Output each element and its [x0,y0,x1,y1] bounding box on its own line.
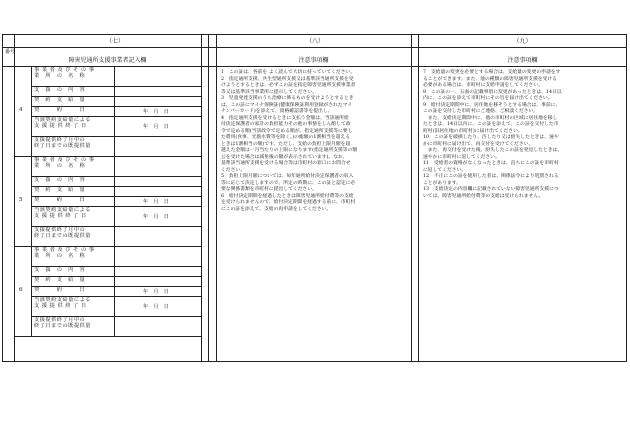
heading-band-line [2,47,627,48]
row-label: 事 業 者 及 び そ の 事 業 所 の 名 称 [34,67,95,80]
row-label: 事 業 者 及 び そ の 事 業 所 の 名 称 [34,247,95,260]
row-label: 事 業 者 及 び そ の 事 業 所 の 名 称 [34,157,95,170]
row-label: 支援提供終了月中の 終了日までの既提供量 [34,137,91,150]
col7-right [201,34,202,362]
row-label: 契 約 支 給 量 [34,97,86,103]
col7-header: 障害児通所支援事業者記入欄 [68,57,147,64]
group-number: 5 [19,197,23,203]
row-label: 当該契約支給量による 支 援 提 供 終 了 日 [34,297,91,310]
notes-nine: 7 支給量の変更を必要とする場合は、支給量の変更の申請をす ることができます。また、他の種類の障害児通所支援を受ける 必要がある場合は、市町村に支給申請をしてください。 8 この証の一、五面の記載事項に変更があったときは、14日以 内に、この証を添えて市町村にその旨を届け出てください。 9 給付決定期間中に、居住地を移そうとする場合は、事前に、 この証を交付した市町村にご連絡、ご相談ください。 また、支給決定期間中に、他の市町村の区域に居住地を移し たときは、14日以内に、この証を添えて、この証を交付した市 町村(旧居住地の市町村)に届け出てください。 10 この証を破損したり、汚したり又は紛失したときは、速や かに市町村に届け出て、再交付を受けてください。 また、再交付を受けた後、紛失したこの証を発見したときは、 速やかに市町村に返してください。 11 受給者の資格がなくなったときは、直ちにこの証を市町村 に返してください。 12 不正にこの証を使用した者は、関係法令により処罰される ことがあります。 13 支給決定の内容欄に記載されていない障害児通所支援につ いては、障害児通所給付費等の支給は受けられません。 [423,70,563,199]
row-label: 契 約 日 [34,287,86,293]
col-nine-heading: （九） [513,38,532,45]
row-value[interactable]: 年 月 日 [143,304,169,310]
row-value[interactable]: 年 月 日 [143,289,169,295]
row-label: 支 援 の 内 容 [34,267,86,273]
gutter-2-right [418,34,419,362]
col8-header: 注意事項欄 [298,57,329,64]
gutter-1-right [216,34,217,362]
notes-eight: 1 この証は、各前を よく読んで大切に持っていてください。 2 指定通所支援、共生型通所支援又は基準該当通所支援を受 けようとするときは、必ずこの証を指定障害児通所支援事業者 等又は基準該当事業所に提示してください。 3 児童発達支援のうち治療に係るものを受けようとするとき は、この証にマイナ保険証(健康保険証利用登録がされたマイ ナンバーカード)を添えて、資格確認書等を提出し、 4 指定通所支援を受けるときに支払う金額は、当該通所給 付決定保護者の家計の負担能力その他の事情をしん酌して政 令で定める額(当該政令で定める額が、指定通所支援等に要し た費用(食事、光熱水費等を除く。)の総額の1割相当を超える ときは1割相当の額)です。ただし、支給の負担上限月額を超 越えた金額は一月当たりの上限になります(指定通所支援等の額 公を受けた場合は減免後の額が表示されています)。なお、 基準該当通所支援を受ける場合等は市町村の窓口にお問合せ ください。 5 負担上限月額については、毎年通所給付決定保護者の収入 等に応じて決定しますので、所定の時期に、この証と認定に必 要な関係書類を市町村に提出してください。 6 給付決定期間を経過したときは障害児通所給付費等の支給 を受けられませんので、給付決定期間を経過する前に、市町村 にこの証を添えて、支給の再申請をしてください。 [221,70,358,212]
row-label: 支 援 の 内 容 [34,177,86,183]
seq-label: 番号 [4,49,15,55]
row-value[interactable]: 年 月 日 [143,199,169,205]
group-number: 4 [19,107,23,113]
row-value[interactable]: 年 月 日 [143,214,169,220]
row-value[interactable]: 年 月 日 [143,109,169,115]
row-value[interactable]: 年 月 日 [143,124,169,130]
seq-divider [14,34,15,362]
row-label: 支 援 の 内 容 [34,87,86,93]
table-col-line [31,66,32,336]
gutter-1-left [208,34,209,362]
group-number: 6 [19,287,23,293]
col-eight-heading: （八） [305,38,324,45]
col8-right [411,34,412,362]
row-label: 支援提供終了月中の 終了日までの既提供量 [34,317,91,330]
row-label: 契 約 日 [34,107,86,113]
table-col-line [114,66,115,336]
col9-header: 注意事項欄 [507,57,538,64]
row-label: 当該契約支給量による 支 援 提 供 終 了 日 [34,117,91,130]
row-label: 当該契約支給量による 支 援 提 供 終 了 日 [34,207,91,220]
col-seven-heading: （七） [105,38,124,45]
group-line [14,336,201,337]
row-label: 支援提供終了月中の 終了日までの既提供量 [34,227,91,240]
row-label: 契 約 日 [34,197,86,203]
row-label: 契 約 支 給 量 [34,277,86,283]
row-label: 契 約 支 給 量 [34,187,86,193]
